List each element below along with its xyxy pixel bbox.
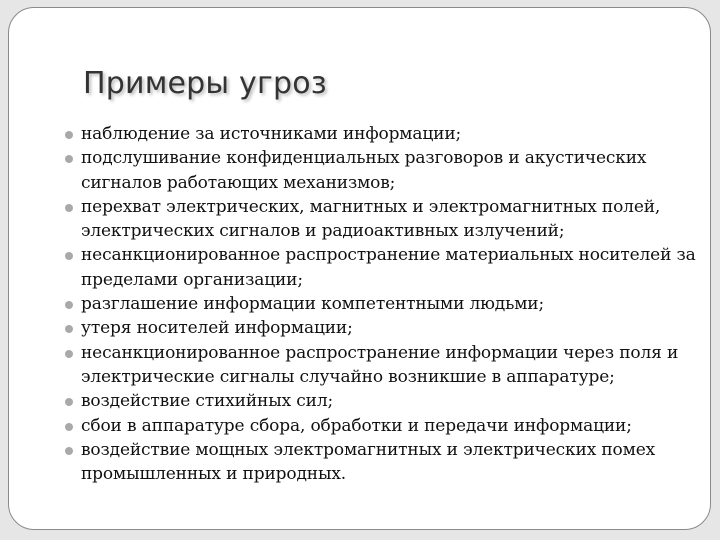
- list-item-text: перехват электрических, магнитных и электромагнитных полей, электрических сигналов и радиоактивных излучений;: [81, 196, 661, 242]
- threat-list: [65, 122, 701, 486]
- list-item: [65, 292, 701, 316]
- list-item: [65, 438, 701, 487]
- list-item: [65, 316, 701, 340]
- list-item: [65, 146, 701, 195]
- list-item: [65, 195, 701, 244]
- bullet-icon: [65, 301, 73, 309]
- slide: [8, 7, 711, 530]
- list-item-text: несанкционированное распространение информации через поля и электрические сигналы случайно возникшие в аппаратуре;: [81, 342, 679, 387]
- list-item: [65, 414, 701, 438]
- bullet-icon: [65, 447, 73, 455]
- list-item-text: утеря носителей информации;: [81, 318, 353, 339]
- bullet-icon: [65, 398, 73, 406]
- bullet-icon: [65, 350, 73, 358]
- list-item-text: сбои в аппаратуре сбора, обработки и передачи информации;: [81, 415, 632, 436]
- slide-title: Примеры угроз: [83, 66, 327, 101]
- bullet-icon: [65, 325, 73, 333]
- bullet-icon: [65, 204, 73, 212]
- bullet-icon: [65, 252, 73, 260]
- list-item: [65, 341, 701, 390]
- list-item-text: подслушивание конфиденциальных разговоров и акустических сигналов работающих механизмов;: [81, 148, 647, 193]
- bullet-icon: [65, 131, 73, 139]
- list-item-text: наблюдение за источниками информации;: [81, 124, 462, 144]
- bullet-icon: [65, 423, 73, 431]
- list-item-text: воздействие стихийных сил;: [81, 391, 334, 412]
- list-item: [65, 243, 701, 292]
- list-item: [65, 122, 701, 146]
- list-item-text: несанкционированное распространение материальных носителей за пределами организации;: [81, 245, 696, 290]
- bullet-icon: [65, 155, 73, 163]
- list-item-text: воздействие мощных электромагнитных и электрических помех промышленных и природных.: [81, 439, 656, 485]
- list-item: [65, 389, 701, 413]
- list-item-text: разглашение информации компетентными людьми;: [81, 294, 545, 315]
